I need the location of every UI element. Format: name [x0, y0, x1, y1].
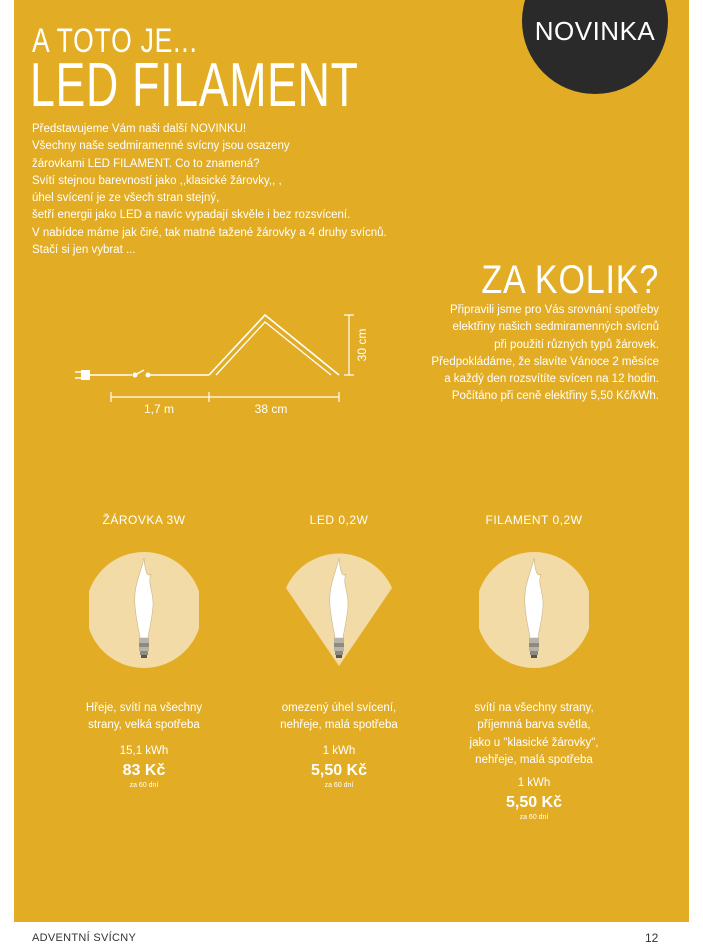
- intro-line: V nabídce máme jak čiré, tak matné tažené žárovky a 4 druhy svícnů.: [32, 226, 387, 239]
- filament-kwh: 1 kWh: [517, 777, 551, 789]
- desc-line: nehřeje, malá spotřeba: [280, 719, 398, 732]
- intro-text: [32, 121, 387, 259]
- zarovka-glow-illustration: [89, 548, 199, 678]
- filament-description: [434, 700, 634, 769]
- headline-line1: A TOTO JE...: [32, 22, 198, 60]
- zarovka-kwh: 15,1 kWh: [119, 745, 169, 757]
- intro-line: Představujeme Vám naši další NOVINKU!: [32, 123, 247, 135]
- led-days: za 60 dní: [324, 782, 354, 789]
- za-kolik-line: Počítáno při ceně elektřiny 5,50 Kč/kWh.: [451, 390, 659, 403]
- desc-line: jako u "klasické žárovky",: [469, 736, 599, 749]
- za-kolik-line: Připravili jsme pro Vás srovnání spotřeby: [450, 304, 659, 316]
- desc-line: nehřeje, malá spotřeba: [475, 753, 593, 766]
- led-glow-illustration: [284, 548, 394, 678]
- column-title-led: LED 0,2W: [309, 513, 369, 527]
- novinka-badge: [522, 0, 668, 94]
- intro-line: Svítí stejnou barevností jako ,,klasické žárovky,, ,: [32, 174, 282, 187]
- width-label: 38 cm: [254, 402, 288, 416]
- desc-line: strany, velká spotřeba: [88, 719, 200, 732]
- intro-line: Stačí si jen vybrat ...: [32, 244, 136, 257]
- led-price: 5,50 Kč: [310, 762, 368, 779]
- desc-line: Hřeje, svítí na všechny: [85, 702, 203, 714]
- catalog-page: [14, 0, 689, 922]
- led-description: [239, 700, 439, 735]
- filament-price: 5,50 Kč: [505, 794, 563, 811]
- column-title-zarovka: ŽÁROVKA 3W: [102, 513, 186, 527]
- intro-line: žárovkami LED FILAMENT. Co to znamená?: [32, 157, 260, 170]
- zarovka-price: 83 Kč: [122, 762, 166, 779]
- cable-length-label: 1,7 m: [143, 402, 175, 416]
- intro-line: Všechny naše sedmiramenné svícny jsou osazeny: [32, 140, 290, 153]
- height-label: 30 cm: [355, 328, 369, 362]
- led-kwh: 1 kWh: [322, 745, 356, 757]
- za-kolik-line: elektřiny našich sedmiramenných svícnů: [452, 321, 659, 334]
- desc-line: příjemná barva světla,: [477, 719, 591, 732]
- za-kolik-line: při použití různých typů žárovek.: [494, 338, 659, 351]
- switch-icon: [133, 370, 151, 378]
- filament-days: za 60 dní: [519, 814, 549, 821]
- novinka-badge-label: NOVINKA: [534, 16, 656, 46]
- footer-section-title: ADVENTNÍ SVÍCNY: [32, 932, 137, 944]
- column-title-filament: FILAMENT 0,2W: [485, 513, 583, 527]
- za-kolik-line: Předpokládáme, že slavíte Vánoce 2 měsíce: [431, 355, 659, 368]
- headline-line2: LED FILAMENT: [30, 51, 359, 120]
- za-kolik-text: [329, 302, 659, 406]
- zarovka-description: [44, 700, 244, 735]
- za-kolik-title: ZA KOLIK?: [481, 258, 659, 302]
- zarovka-days: za 60 dní: [129, 782, 159, 789]
- intro-line: úhel svícení je ze všech stran stejný,: [32, 192, 220, 205]
- desc-line: svítí na všechny strany,: [474, 702, 594, 714]
- plug-icon: [75, 370, 97, 380]
- filament-glow-illustration: [479, 548, 589, 678]
- za-kolik-line: a každý den rozsvítíte svícen na 12 hodin.: [444, 373, 659, 386]
- intro-line: šetří energii jako LED a navíc vypadají skvěle i bez rozsvícení.: [32, 209, 351, 222]
- page-number: 12: [645, 931, 659, 945]
- desc-line: omezený úhel svícení,: [281, 702, 397, 714]
